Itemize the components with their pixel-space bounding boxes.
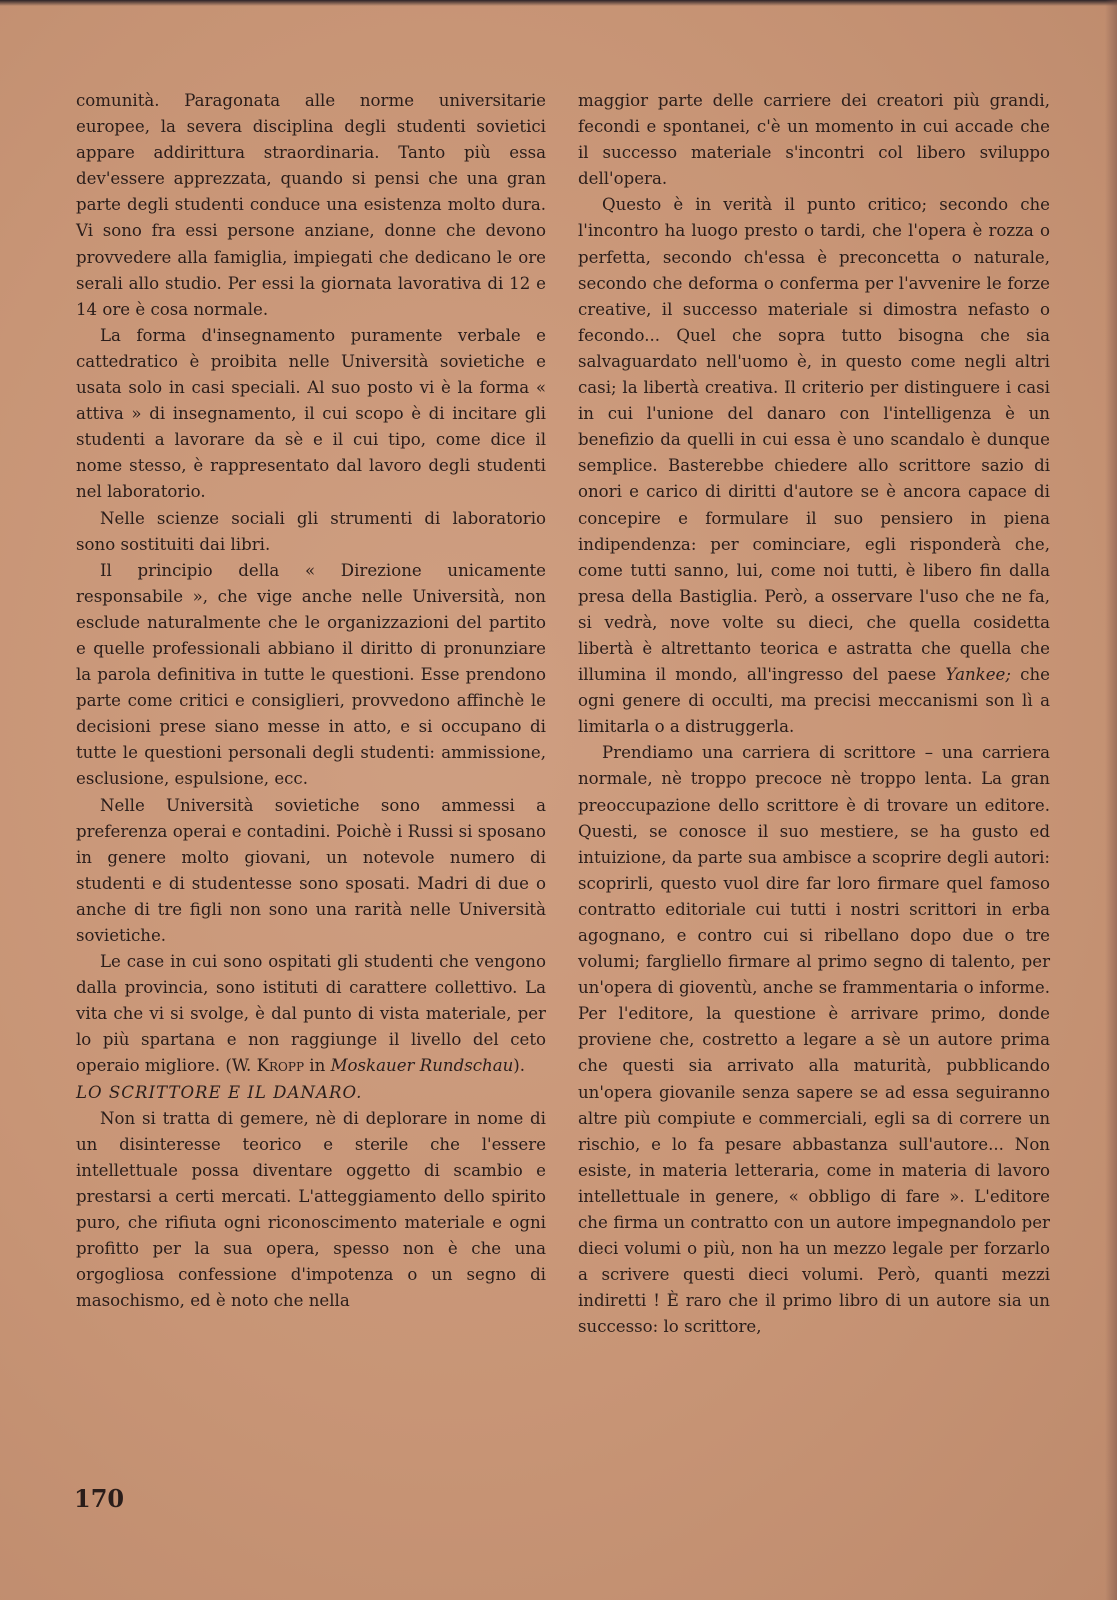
- left-paragraph-6: [76, 949, 546, 1079]
- right-paragraph-2-text: Questo è in verità il punto critico; secondo che l'incontro ha luogo presto o tardi, che l'opera è rozza o perfetta, secondo ch'essa è preconcetta o naturale, secondo che deforma o conferma per l'avvenire le forze creative, il successo materiale si dimostra nefasto o fecondo... Quel che sopra tutto bisogna che sia salvaguardato nell'uomo è, in questo come negli altri casi; la libertà creativa. Il criterio per distinguere i casi in cui l'unione del danaro con l'intelligenza è un benefizio da quelli in cui essa è uno scandalo è dunque semplice. Basterebbe chiedere allo scrittore sazio di onori e carico di diritti d'autore se è ancora capace di concepire e formulare il suo pensiero in piena indipendenza: per cominciare, egli risponderà che, come tutti sanno, lui, come noi tutti, è libero fin dalla presa della Bastiglia. Però, a osservare l'uso che ne fa, si vedrà, nove volte su dieci, che quella cosidetta libertà è altrettanto teorica e astratta che quella che illumina il mondo, all'ingresso del paese: [578, 195, 1050, 685]
- left-paragraph-5: Nelle Università sovietiche sono ammessi a preferenza operai e contadini. Poichè i Russi si sposano in genere molto giovani, un notevole numero di studenti e di studentesse sono sposati. Madri di due o anche di tre figli non sono una rarità nelle Università sovietiche.: [76, 795, 546, 945]
- left-paragraph-6-text: Le case in cui sono ospitati gli studenti che vengono dalla provincia, sono istituti di carattere collettivo. La vita che vi si svolge, è dal punto di vista materiale, per lo più spartana e non raggiunge il livello del ceto operaio migliore. (W.: [76, 952, 546, 1076]
- yankee-italic: Yankee;: [945, 665, 1011, 685]
- in-word: in: [304, 1056, 331, 1076]
- source-close: ).: [513, 1056, 526, 1076]
- left-paragraph-2: La forma d'insegnamento puramente verbale e cattedratico è proibita nelle Università sovietiche e usata solo in casi speciali. Al suo posto vi è la forma « attiva » di insegnamento, il cui scopo è di incitare gli studenti a lavorare da sè e il cui tipo, come dice il nome stesso, è rappresentato dal lavoro degli studenti nel laboratorio.: [76, 325, 546, 502]
- left-paragraph-4: Il principio della « Direzione unicamente responsabile », che vige anche nelle Università, non esclude naturalmente che le organizzazioni del partito e quelle professionali abbiano il diritto di pronunziare la parola definitiva in tutte le questioni. Esse prendono parte come critici e consiglieri, provvedono affinchè le decisioni prese siano messe in atto, e si occupano di tutte le questioni personali degli studenti: ammissione, esclusione, espulsione, ecc.: [76, 560, 546, 789]
- left-paragraph-3: Nelle scienze sociali gli strumenti di laboratorio sono sostituiti dai libri.: [76, 508, 546, 554]
- right-paragraph-2: [578, 192, 1050, 740]
- page-number: 170: [74, 1484, 125, 1513]
- left-paragraph-7: Non si tratta di gemere, nè di deplorare in nome di un disinteresse teorico e sterile che l'essere intellettuale possa diventare oggetto di scambio e prestarsi a certi mercati. L'atteggiamento dello spirito puro, che rifiuta ogni riconoscimento materiale e ogni profitto per la sua opera, spesso non è che una orgogliosa confessione d'impotenza o un segno di masochismo, ed è noto che nella: [76, 1108, 546, 1311]
- right-paragraph-1: maggior parte delle carriere dei creatori più grandi, fecondi e spontanei, c'è un momento in cui accade che il successo materiale s'incontri col libero sviluppo dell'opera.: [578, 91, 1050, 189]
- author-name: Kropp: [256, 1056, 305, 1076]
- left-paragraph-1: comunità. Paragonata alle norme universitarie europee, la severa disciplina degli studenti sovietici appare addirittura straordinaria. Tanto più essa dev'essere apprezzata, quando si pensi che una gran parte degli studenti conduce una esistenza molto dura. Vi sono fra essi persone anziane, donne che devono provvedere alla famiglia, impiegati che dedicano le ore serali allo studio. Per essi la giornata lavorativa di 12 e 14 ore è cosa normale.: [76, 91, 546, 319]
- right-column: [578, 88, 1050, 1341]
- page-right-edge: [1105, 0, 1117, 1600]
- page-top-edge: [0, 0, 1117, 6]
- right-paragraph-3: Prendiamo una carriera di scrittore – una carriera normale, nè troppo precoce nè troppo lenta. La gran preoccupazione dello scrittore è di trovare un editore. Questi, se conosce il suo mestiere, se ha gusto ed intuizione, da parte sua ambisce a scoprire degli autori: scoprirli, questo vuol dire far loro firmare quel famoso contratto editoriale cui tutti i nostri scrittori in erba agognano, e contro cui si ribellano dopo due o tre volumi; fargliello firmare al primo segno di talento, per un'opera di gioventù, anche se frammentaria o informe. Per l'editore, la questione è arrivare primo, donde proviene che, costretto a legare a sè un autore prima che questi sia arrivato alla maturità, pubblicando un'opera giovanile senza sapere se ad essa seguiranno altre più compiute e commerciali, egli sa di correre un rischio, e lo fa pesare abbastanza sull'autore... Non esiste, in materia letteraria, come in materia di lavoro intellettuale in genere, « obbligo di fare ». L'editore che firma un contratto con un autore impegnandolo per dieci volumi o più, non ha un mezzo legale per forzarlo a scrivere questi dieci volumi. Però, quanti mezzi indiretti ! È raro che il primo libro di un autore sia un successo: lo scrittore,: [578, 743, 1050, 1337]
- left-column: [76, 88, 546, 1314]
- right-paragraph-2-end: che ogni genere di occulti, ma precisi meccanismi son lì a limitarla o a distruggerla.: [578, 665, 1050, 737]
- source-title: Moskauer Rundschau: [330, 1056, 514, 1076]
- section-heading: LO SCRITTORE E IL DANARO.: [76, 1082, 363, 1102]
